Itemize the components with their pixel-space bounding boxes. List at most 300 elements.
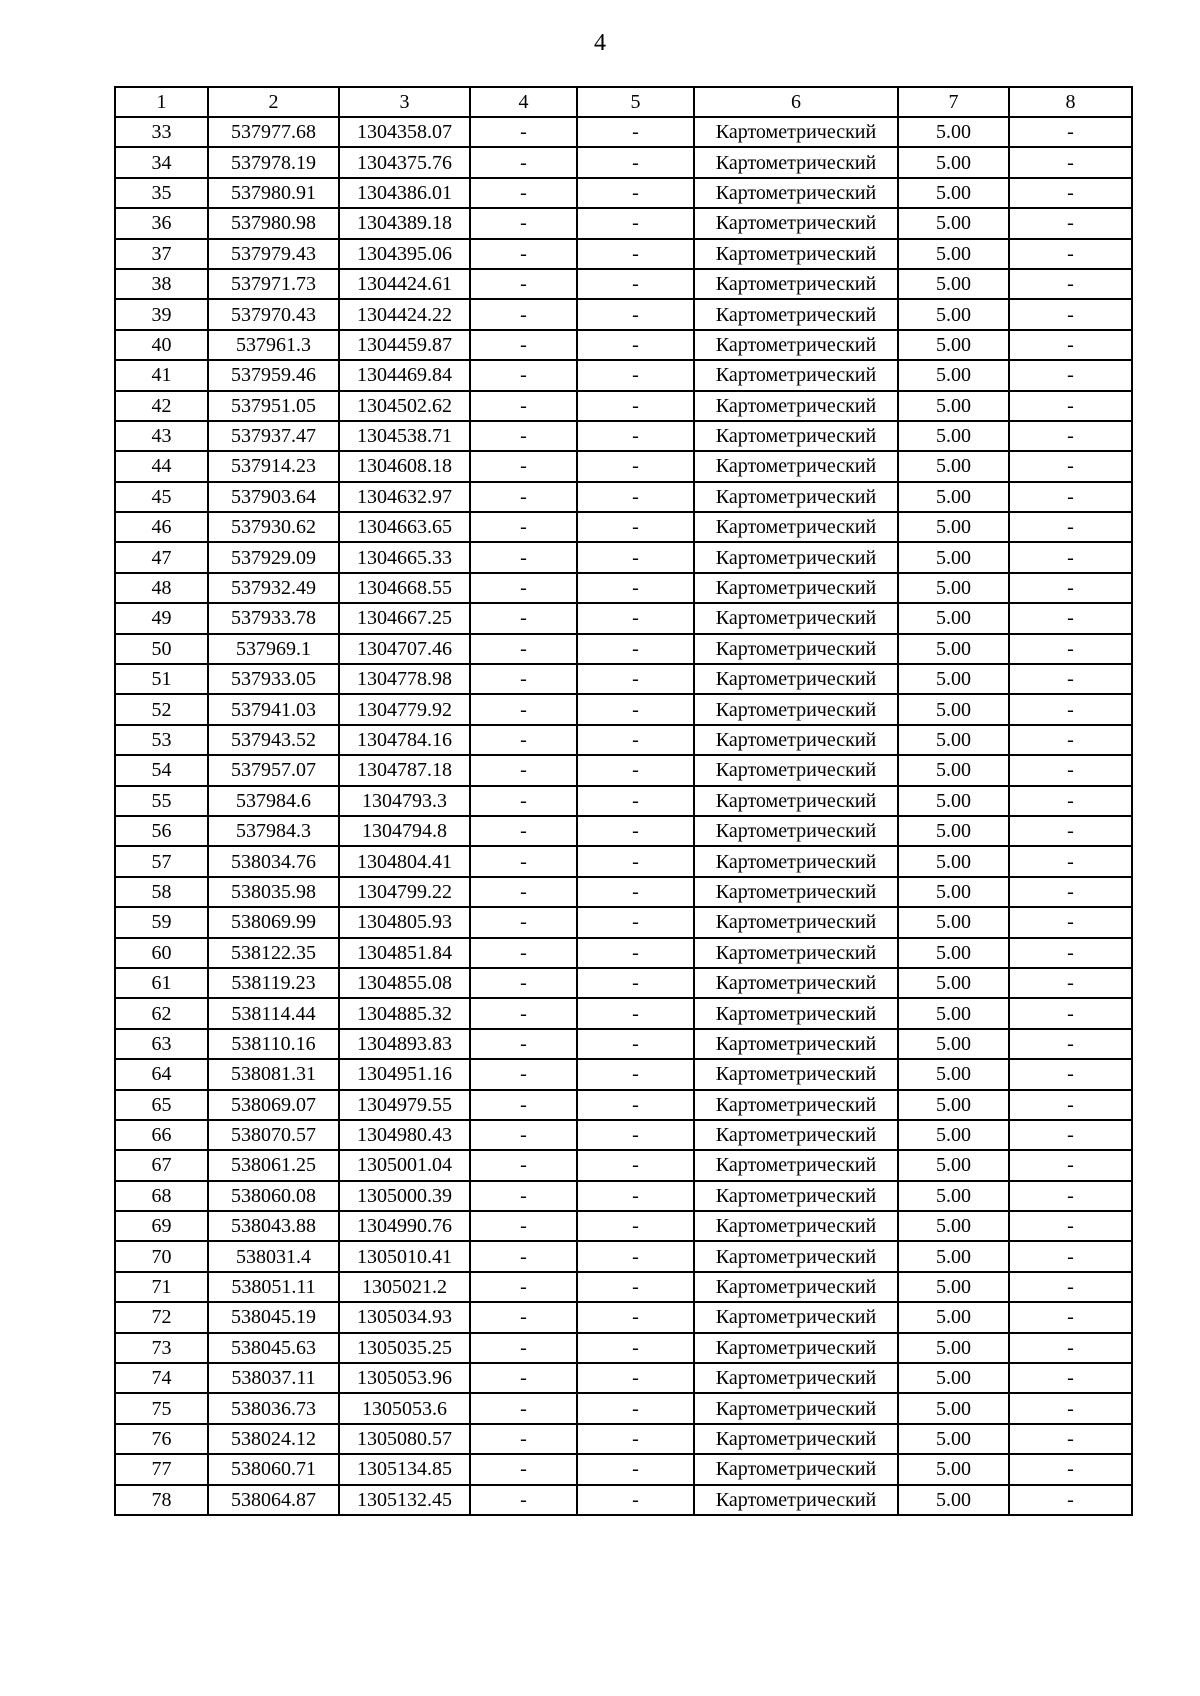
table-cell: 538110.16 bbox=[208, 1029, 339, 1059]
table-cell: 1304358.07 bbox=[339, 117, 470, 147]
table-cell: 5.00 bbox=[898, 1211, 1009, 1241]
table-cell: 50 bbox=[115, 634, 208, 664]
table-cell: 5.00 bbox=[898, 907, 1009, 937]
table-cell: - bbox=[577, 1302, 694, 1332]
table-cell: 5.00 bbox=[898, 694, 1009, 724]
table-cell: 5.00 bbox=[898, 391, 1009, 421]
table-cell: 537961.3 bbox=[208, 330, 339, 360]
table-cell: 1304668.55 bbox=[339, 573, 470, 603]
table-cell: - bbox=[470, 1120, 577, 1150]
table-cell: - bbox=[470, 269, 577, 299]
table-cell: Картометрический bbox=[694, 603, 898, 633]
table-row bbox=[115, 1272, 1132, 1302]
table-cell: - bbox=[577, 1363, 694, 1393]
table-cell: 1305053.6 bbox=[339, 1393, 470, 1423]
table-cell: - bbox=[577, 1241, 694, 1271]
table-cell: 5.00 bbox=[898, 1059, 1009, 1089]
table-cell: - bbox=[470, 1181, 577, 1211]
table-row bbox=[115, 299, 1132, 329]
table-cell: - bbox=[577, 542, 694, 572]
table-cell: - bbox=[1009, 360, 1132, 390]
table-row bbox=[115, 938, 1132, 968]
table-cell: 538043.88 bbox=[208, 1211, 339, 1241]
table-cell: 5.00 bbox=[898, 239, 1009, 269]
table-row bbox=[115, 1363, 1132, 1393]
table-cell: 1304980.43 bbox=[339, 1120, 470, 1150]
table-cell: - bbox=[577, 816, 694, 846]
table-cell: Картометрический bbox=[694, 330, 898, 360]
table-cell: 538024.12 bbox=[208, 1424, 339, 1454]
table-cell: - bbox=[577, 512, 694, 542]
table-cell: 538070.57 bbox=[208, 1120, 339, 1150]
table-cell: 5.00 bbox=[898, 1272, 1009, 1302]
table-cell: - bbox=[470, 542, 577, 572]
table-row bbox=[115, 1150, 1132, 1180]
table-cell: 76 bbox=[115, 1424, 208, 1454]
table-cell: Картометрический bbox=[694, 725, 898, 755]
table-cell: - bbox=[1009, 816, 1132, 846]
table-cell: - bbox=[577, 299, 694, 329]
table-cell: Картометрический bbox=[694, 1241, 898, 1271]
table-cell: - bbox=[577, 1485, 694, 1515]
table-cell: - bbox=[577, 603, 694, 633]
table-cell: - bbox=[1009, 1120, 1132, 1150]
table-cell: 538122.35 bbox=[208, 938, 339, 968]
table-cell: - bbox=[470, 360, 577, 390]
table-cell: Картометрический bbox=[694, 1393, 898, 1423]
table-cell: 5.00 bbox=[898, 816, 1009, 846]
table-cell: 537978.19 bbox=[208, 147, 339, 177]
table-cell: 1304885.32 bbox=[339, 998, 470, 1028]
table-cell: - bbox=[1009, 573, 1132, 603]
table-cell: Картометрический bbox=[694, 299, 898, 329]
table-cell: - bbox=[577, 208, 694, 238]
table-cell: Картометрический bbox=[694, 451, 898, 481]
table-cell: - bbox=[470, 1029, 577, 1059]
table-cell: 5.00 bbox=[898, 208, 1009, 238]
table-cell: - bbox=[577, 968, 694, 998]
table-cell: 59 bbox=[115, 907, 208, 937]
table-cell: - bbox=[577, 694, 694, 724]
table-cell: Картометрический bbox=[694, 998, 898, 1028]
table-cell: 1304707.46 bbox=[339, 634, 470, 664]
table-cell: 40 bbox=[115, 330, 208, 360]
table-row bbox=[115, 1485, 1132, 1515]
table-cell: Картометрический bbox=[694, 816, 898, 846]
table-cell: 537980.98 bbox=[208, 208, 339, 238]
table-cell: - bbox=[1009, 1272, 1132, 1302]
table-cell: - bbox=[470, 968, 577, 998]
table-cell: 34 bbox=[115, 147, 208, 177]
table-cell: 52 bbox=[115, 694, 208, 724]
table-cell: Картометрический bbox=[694, 542, 898, 572]
table-cell: 5.00 bbox=[898, 1120, 1009, 1150]
table-cell: 55 bbox=[115, 786, 208, 816]
table-cell: 35 bbox=[115, 178, 208, 208]
table-row bbox=[115, 573, 1132, 603]
table-cell: - bbox=[1009, 1090, 1132, 1120]
table-row bbox=[115, 1120, 1132, 1150]
table-cell: - bbox=[470, 451, 577, 481]
table-row bbox=[115, 1029, 1132, 1059]
table-row bbox=[115, 907, 1132, 937]
table-cell: 5.00 bbox=[898, 1363, 1009, 1393]
table-cell: 5.00 bbox=[898, 1333, 1009, 1363]
table-cell: - bbox=[1009, 1181, 1132, 1211]
table-cell: - bbox=[470, 938, 577, 968]
table-cell: - bbox=[1009, 725, 1132, 755]
table-cell: - bbox=[1009, 755, 1132, 785]
table-cell: - bbox=[1009, 634, 1132, 664]
table-cell: 74 bbox=[115, 1363, 208, 1393]
table-cell: Картометрический bbox=[694, 147, 898, 177]
table-cell: - bbox=[1009, 1302, 1132, 1332]
table-cell: 1304667.25 bbox=[339, 603, 470, 633]
table-cell: 45 bbox=[115, 482, 208, 512]
table-cell: 1304779.92 bbox=[339, 694, 470, 724]
table-cell: - bbox=[470, 1150, 577, 1180]
table-cell: - bbox=[577, 360, 694, 390]
table-row bbox=[115, 634, 1132, 664]
table-cell: 537969.1 bbox=[208, 634, 339, 664]
table-cell: 1304784.16 bbox=[339, 725, 470, 755]
table-cell: - bbox=[470, 482, 577, 512]
table-cell: - bbox=[1009, 1150, 1132, 1180]
table-cell: 42 bbox=[115, 391, 208, 421]
table-cell: 57 bbox=[115, 846, 208, 876]
table-cell: 538061.25 bbox=[208, 1150, 339, 1180]
table-cell: 1304375.76 bbox=[339, 147, 470, 177]
table-cell: Картометрический bbox=[694, 239, 898, 269]
table-cell: 1304386.01 bbox=[339, 178, 470, 208]
table-cell: - bbox=[1009, 938, 1132, 968]
table-cell: 538045.63 bbox=[208, 1333, 339, 1363]
table-cell: 1304538.71 bbox=[339, 421, 470, 451]
table-cell: - bbox=[577, 1150, 694, 1180]
table-cell: 5.00 bbox=[898, 786, 1009, 816]
table-cell: 5.00 bbox=[898, 147, 1009, 177]
table-cell: 1305021.2 bbox=[339, 1272, 470, 1302]
table-cell: - bbox=[577, 846, 694, 876]
table-cell: Картометрический bbox=[694, 360, 898, 390]
table-cell: 1304502.62 bbox=[339, 391, 470, 421]
table-cell: 538045.19 bbox=[208, 1302, 339, 1332]
column-header: 5 bbox=[577, 87, 694, 117]
table-cell: - bbox=[470, 603, 577, 633]
table-cell: - bbox=[577, 634, 694, 664]
table-cell: 1304851.84 bbox=[339, 938, 470, 968]
table-cell: - bbox=[470, 1241, 577, 1271]
table-row bbox=[115, 1333, 1132, 1363]
table-cell: 5.00 bbox=[898, 542, 1009, 572]
table-row bbox=[115, 512, 1132, 542]
table-cell: Картометрический bbox=[694, 1302, 898, 1332]
table-cell: 5.00 bbox=[898, 512, 1009, 542]
table-cell: - bbox=[470, 391, 577, 421]
table-cell: 1304469.84 bbox=[339, 360, 470, 390]
table-cell: - bbox=[1009, 147, 1132, 177]
table-cell: 5.00 bbox=[898, 299, 1009, 329]
table-cell: - bbox=[470, 573, 577, 603]
table-cell: - bbox=[577, 907, 694, 937]
table-cell: - bbox=[577, 1211, 694, 1241]
table-cell: 537937.47 bbox=[208, 421, 339, 451]
table-cell: 75 bbox=[115, 1393, 208, 1423]
table-cell: - bbox=[1009, 512, 1132, 542]
table-row bbox=[115, 816, 1132, 846]
table-cell: 53 bbox=[115, 725, 208, 755]
table-cell: 5.00 bbox=[898, 573, 1009, 603]
table-cell: Картометрический bbox=[694, 482, 898, 512]
table-cell: - bbox=[1009, 208, 1132, 238]
table-cell: - bbox=[577, 1090, 694, 1120]
table-cell: 51 bbox=[115, 664, 208, 694]
table-cell: Картометрический bbox=[694, 1120, 898, 1150]
table-cell: 58 bbox=[115, 877, 208, 907]
table-cell: - bbox=[577, 421, 694, 451]
table-cell: Картометрический bbox=[694, 1029, 898, 1059]
table-row bbox=[115, 1241, 1132, 1271]
table-cell: - bbox=[1009, 391, 1132, 421]
table-cell: 538114.44 bbox=[208, 998, 339, 1028]
table-cell: 5.00 bbox=[898, 1454, 1009, 1484]
table-cell: 537930.62 bbox=[208, 512, 339, 542]
table-cell: 73 bbox=[115, 1333, 208, 1363]
table-row bbox=[115, 330, 1132, 360]
table-cell: 77 bbox=[115, 1454, 208, 1484]
table-cell: 1305035.25 bbox=[339, 1333, 470, 1363]
header-row bbox=[115, 87, 1132, 117]
table-cell: 1304793.3 bbox=[339, 786, 470, 816]
table-cell: - bbox=[1009, 694, 1132, 724]
table-cell: - bbox=[470, 664, 577, 694]
table-cell: 1304990.76 bbox=[339, 1211, 470, 1241]
table-cell: 538034.76 bbox=[208, 846, 339, 876]
table-cell: 5.00 bbox=[898, 1302, 1009, 1332]
table-cell: - bbox=[470, 421, 577, 451]
table-cell: 1304632.97 bbox=[339, 482, 470, 512]
table-cell: 5.00 bbox=[898, 117, 1009, 147]
table-cell: 538031.4 bbox=[208, 1241, 339, 1271]
table-cell: - bbox=[577, 664, 694, 694]
table-cell: 538060.71 bbox=[208, 1454, 339, 1484]
table-row bbox=[115, 755, 1132, 785]
table-cell: - bbox=[577, 938, 694, 968]
table-cell: 43 bbox=[115, 421, 208, 451]
table-cell: 5.00 bbox=[898, 968, 1009, 998]
table-cell: - bbox=[577, 1454, 694, 1484]
table-cell: Картометрический bbox=[694, 391, 898, 421]
table-cell: - bbox=[1009, 998, 1132, 1028]
table-cell: 1304395.06 bbox=[339, 239, 470, 269]
table-cell: 1305053.96 bbox=[339, 1363, 470, 1393]
table-cell: 1304424.22 bbox=[339, 299, 470, 329]
table-cell: - bbox=[1009, 117, 1132, 147]
table-cell: 538037.11 bbox=[208, 1363, 339, 1393]
table-row bbox=[115, 998, 1132, 1028]
table-cell: 5.00 bbox=[898, 178, 1009, 208]
table-cell: 5.00 bbox=[898, 1150, 1009, 1180]
column-header: 1 bbox=[115, 87, 208, 117]
table-cell: Картометрический bbox=[694, 1485, 898, 1515]
table-row bbox=[115, 1454, 1132, 1484]
table-cell: 1304855.08 bbox=[339, 968, 470, 998]
table-cell: - bbox=[470, 299, 577, 329]
table-cell: 1304778.98 bbox=[339, 664, 470, 694]
table-cell: 1304979.55 bbox=[339, 1090, 470, 1120]
table-cell: 1305080.57 bbox=[339, 1424, 470, 1454]
table-row bbox=[115, 1059, 1132, 1089]
table-cell: 537929.09 bbox=[208, 542, 339, 572]
table-cell: 1305000.39 bbox=[339, 1181, 470, 1211]
table-cell: 47 bbox=[115, 542, 208, 572]
table-cell: Картометрический bbox=[694, 1454, 898, 1484]
table-cell: 537984.6 bbox=[208, 786, 339, 816]
table-cell: - bbox=[577, 786, 694, 816]
table-cell: Картометрический bbox=[694, 1150, 898, 1180]
table-cell: - bbox=[577, 1424, 694, 1454]
table-cell: 538069.07 bbox=[208, 1090, 339, 1120]
table-cell: - bbox=[577, 1181, 694, 1211]
page-number: 4 bbox=[594, 30, 606, 56]
table-cell: 1304804.41 bbox=[339, 846, 470, 876]
table-cell: - bbox=[1009, 877, 1132, 907]
table-cell: - bbox=[1009, 1393, 1132, 1423]
table-cell: 67 bbox=[115, 1150, 208, 1180]
table-cell: 5.00 bbox=[898, 877, 1009, 907]
table-cell: - bbox=[577, 147, 694, 177]
table-cell: - bbox=[470, 1454, 577, 1484]
table-cell: Картометрический bbox=[694, 573, 898, 603]
table-cell: 538119.23 bbox=[208, 968, 339, 998]
table-cell: - bbox=[577, 1272, 694, 1302]
table-cell: 537951.05 bbox=[208, 391, 339, 421]
coordinates-table bbox=[114, 86, 1133, 1516]
table-cell: - bbox=[1009, 1059, 1132, 1089]
table-cell: 538035.98 bbox=[208, 877, 339, 907]
table-cell: - bbox=[577, 178, 694, 208]
table-cell: 537941.03 bbox=[208, 694, 339, 724]
table-cell: - bbox=[470, 239, 577, 269]
table-cell: 60 bbox=[115, 938, 208, 968]
column-header: 4 bbox=[470, 87, 577, 117]
table-cell: 5.00 bbox=[898, 938, 1009, 968]
table-cell: - bbox=[470, 725, 577, 755]
table-cell: - bbox=[470, 1363, 577, 1393]
table-cell: 5.00 bbox=[898, 451, 1009, 481]
table-cell: 5.00 bbox=[898, 1090, 1009, 1120]
table-cell: 1304951.16 bbox=[339, 1059, 470, 1089]
table-cell: 48 bbox=[115, 573, 208, 603]
table-cell: Картометрический bbox=[694, 117, 898, 147]
table-cell: - bbox=[1009, 1363, 1132, 1393]
table-cell: - bbox=[1009, 451, 1132, 481]
table-cell: - bbox=[470, 998, 577, 1028]
table-cell: 538069.99 bbox=[208, 907, 339, 937]
table-cell: 537933.78 bbox=[208, 603, 339, 633]
table-row bbox=[115, 1181, 1132, 1211]
table-cell: 537932.49 bbox=[208, 573, 339, 603]
table-cell: 5.00 bbox=[898, 634, 1009, 664]
table-cell: 33 bbox=[115, 117, 208, 147]
table-cell: - bbox=[577, 330, 694, 360]
table-cell: - bbox=[1009, 1333, 1132, 1363]
table-cell: 5.00 bbox=[898, 1485, 1009, 1515]
table-cell: 5.00 bbox=[898, 482, 1009, 512]
table-cell: - bbox=[1009, 968, 1132, 998]
table-cell: 41 bbox=[115, 360, 208, 390]
table-cell: 1305001.04 bbox=[339, 1150, 470, 1180]
table-row bbox=[115, 208, 1132, 238]
table-cell: 5.00 bbox=[898, 421, 1009, 451]
table-cell: - bbox=[470, 694, 577, 724]
table-cell: - bbox=[470, 786, 577, 816]
table-cell: Картометрический bbox=[694, 786, 898, 816]
table-row bbox=[115, 968, 1132, 998]
table-cell: 70 bbox=[115, 1241, 208, 1271]
table-cell: - bbox=[577, 117, 694, 147]
table-cell: 1304799.22 bbox=[339, 877, 470, 907]
table-cell: Картометрический bbox=[694, 755, 898, 785]
column-header: 3 bbox=[339, 87, 470, 117]
table-cell: - bbox=[1009, 330, 1132, 360]
table-cell: - bbox=[577, 391, 694, 421]
table-cell: - bbox=[577, 725, 694, 755]
table-cell: - bbox=[1009, 1424, 1132, 1454]
table-cell: - bbox=[577, 1120, 694, 1150]
table-row bbox=[115, 1302, 1132, 1332]
table-cell: - bbox=[577, 1029, 694, 1059]
table-cell: 1305134.85 bbox=[339, 1454, 470, 1484]
table-cell: - bbox=[1009, 482, 1132, 512]
table-cell: - bbox=[470, 1393, 577, 1423]
table-cell: Картометрический bbox=[694, 1272, 898, 1302]
table-cell: 537959.46 bbox=[208, 360, 339, 390]
table-cell: Картометрический bbox=[694, 208, 898, 238]
table-cell: 56 bbox=[115, 816, 208, 846]
table-row bbox=[115, 846, 1132, 876]
table-cell: Картометрический bbox=[694, 1059, 898, 1089]
table-row bbox=[115, 1090, 1132, 1120]
table-cell: 5.00 bbox=[898, 664, 1009, 694]
table-cell: 537977.68 bbox=[208, 117, 339, 147]
table-cell: Картометрический bbox=[694, 634, 898, 664]
table-cell: 1304794.8 bbox=[339, 816, 470, 846]
table-row bbox=[115, 117, 1132, 147]
table-cell: 63 bbox=[115, 1029, 208, 1059]
column-header: 8 bbox=[1009, 87, 1132, 117]
table-cell: 36 bbox=[115, 208, 208, 238]
table-cell: 5.00 bbox=[898, 603, 1009, 633]
table-cell: 5.00 bbox=[898, 1393, 1009, 1423]
table-cell: 5.00 bbox=[898, 1029, 1009, 1059]
table-cell: 5.00 bbox=[898, 725, 1009, 755]
table-cell: - bbox=[1009, 239, 1132, 269]
table-cell: - bbox=[470, 147, 577, 177]
table-row bbox=[115, 877, 1132, 907]
table-cell: - bbox=[1009, 1485, 1132, 1515]
table-cell: 538064.87 bbox=[208, 1485, 339, 1515]
table-row bbox=[115, 664, 1132, 694]
table-row bbox=[115, 603, 1132, 633]
table-cell: - bbox=[1009, 299, 1132, 329]
column-header: 2 bbox=[208, 87, 339, 117]
table-cell: 537933.05 bbox=[208, 664, 339, 694]
table-cell: - bbox=[470, 208, 577, 238]
table-cell: 44 bbox=[115, 451, 208, 481]
table-cell: - bbox=[470, 1302, 577, 1332]
table-cell: 5.00 bbox=[898, 1241, 1009, 1271]
